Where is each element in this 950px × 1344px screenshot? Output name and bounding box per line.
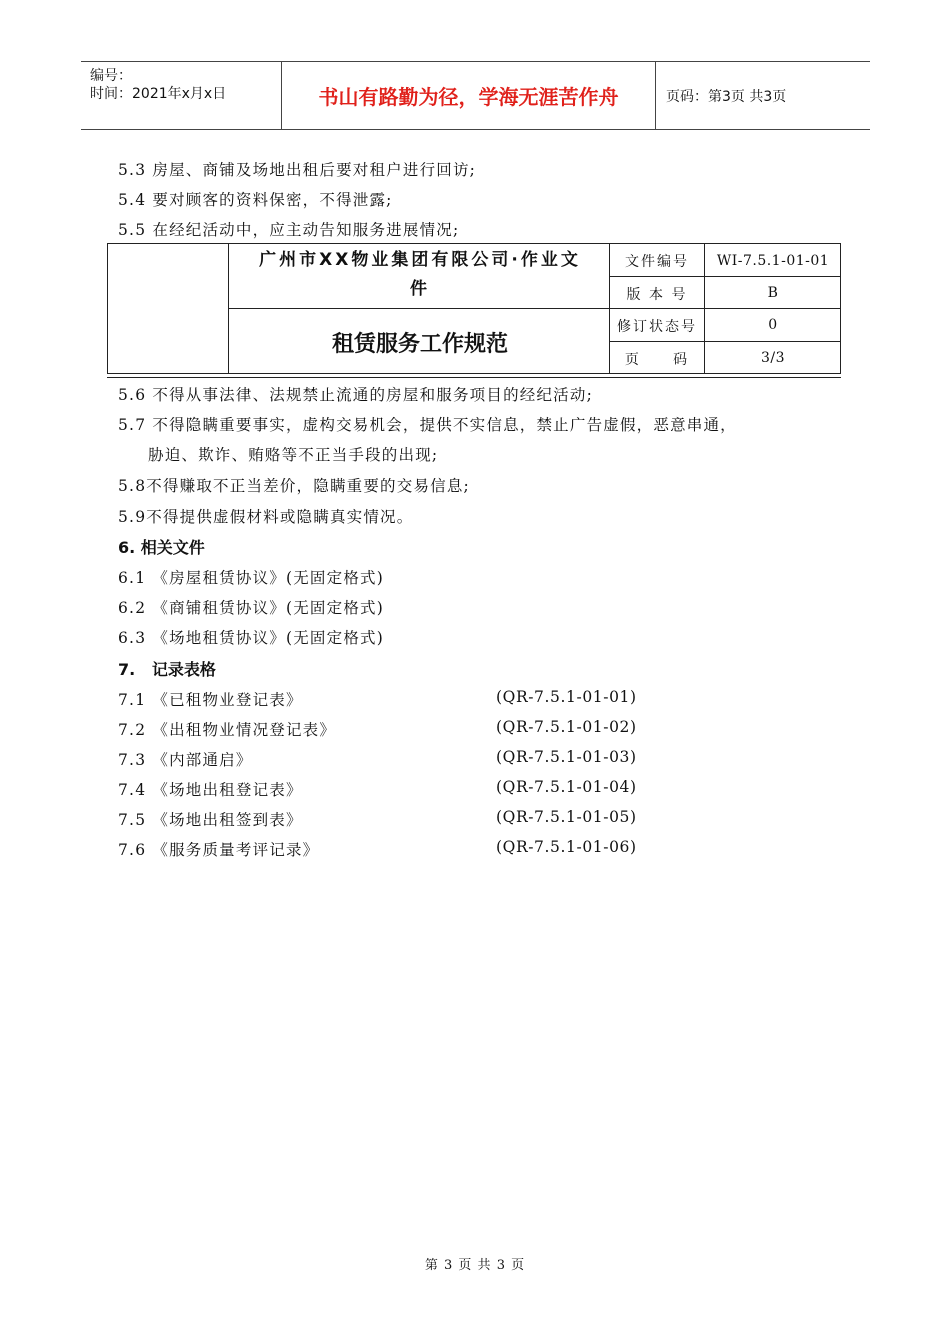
page-header xyxy=(81,61,870,130)
clause-5-9: 5.9不得提供虚假材料或隐瞒真实情况。 xyxy=(118,508,414,526)
revision-value: 0 xyxy=(768,317,778,333)
related-doc-item: 6.3 《场地租赁协议》(无固定格式) xyxy=(118,629,384,647)
doc-number-label: 文件编号 xyxy=(625,254,689,270)
version-value: B xyxy=(767,285,779,301)
document-number-label: 编号： xyxy=(90,68,132,84)
document-title: 租赁服务工作规范 xyxy=(331,331,508,357)
company-name-line1: 广州市XX物业集团有限公司·作业文 xyxy=(259,250,581,270)
page-value: 3/3 xyxy=(760,350,786,366)
clause-5-7-continued: 胁迫、欺诈、贿赂等不正当手段的出现; xyxy=(148,446,439,464)
document-info-table xyxy=(107,243,841,374)
clause-5-3: 5.3 房屋、商铺及场地出租后要对租户进行回访; xyxy=(118,161,477,179)
record-form-name: 7.4 《场地出租登记表》 xyxy=(118,781,303,799)
clause-5-6: 5.6 不得从事法律、法规禁止流通的房屋和服务项目的经纪活动; xyxy=(118,386,594,404)
table-divider xyxy=(609,341,840,342)
doc-number-value: WI-7.5.1-01-01 xyxy=(716,253,830,269)
record-form-code: (QR-7.5.1-01-04) xyxy=(496,778,637,796)
table-divider xyxy=(228,308,840,309)
record-form-code: (QR-7.5.1-01-06) xyxy=(496,838,637,856)
record-form-name: 7.6 《服务质量考评记录》 xyxy=(118,841,320,859)
clause-5-5: 5.5 在经纪活动中，应主动告知服务进展情况; xyxy=(118,221,460,239)
header-meta xyxy=(81,62,281,129)
page-label: 页 码 xyxy=(624,352,690,368)
record-form-name: 7.3 《内部通启》 xyxy=(118,751,253,769)
document-time-label: 时间：2021年x月x日 xyxy=(90,86,227,102)
record-form-name: 7.1 《已租物业登记表》 xyxy=(118,691,303,709)
record-form-code: (QR-7.5.1-01-01) xyxy=(496,688,637,706)
record-form-code: (QR-7.5.1-01-02) xyxy=(496,718,637,736)
record-form-name: 7.5 《场地出租签到表》 xyxy=(118,811,303,829)
record-form-code: (QR-7.5.1-01-05) xyxy=(496,808,637,826)
section-7-heading: 7. 记录表格 xyxy=(118,660,216,679)
page-footer: 第 3 页 共 3 页 xyxy=(424,1258,526,1273)
section-6-heading: 6. 相关文件 xyxy=(118,538,205,557)
table-double-border xyxy=(107,377,841,378)
version-label: 版 本 号 xyxy=(626,287,688,303)
company-name xyxy=(230,246,610,308)
header-page-number: 页码：第3页 共3页 xyxy=(666,88,787,105)
header-divider xyxy=(655,62,656,129)
clause-5-7: 5.7 不得隐瞒重要事实，虚构交易机会，提供不实信息，禁止广告虚假，恶意串通， xyxy=(118,416,737,434)
clause-5-4: 5.4 要对顾客的资料保密，不得泄露; xyxy=(118,191,393,209)
record-form-code: (QR-7.5.1-01-03) xyxy=(496,748,637,766)
record-form-name: 7.2 《出租物业情况登记表》 xyxy=(118,721,337,739)
header-motto: 书山有路勤为径，学海无涯苦作舟 xyxy=(318,85,619,109)
related-doc-item: 6.2 《商铺租赁协议》(无固定格式) xyxy=(118,599,384,617)
company-name-line2: 件 xyxy=(410,279,430,299)
table-divider xyxy=(609,276,840,277)
revision-label: 修订状态号 xyxy=(617,319,697,335)
clause-5-8: 5.8不得赚取不正当差价，隐瞒重要的交易信息; xyxy=(118,477,470,495)
related-doc-item: 6.1 《房屋租赁协议》(无固定格式) xyxy=(118,569,384,587)
